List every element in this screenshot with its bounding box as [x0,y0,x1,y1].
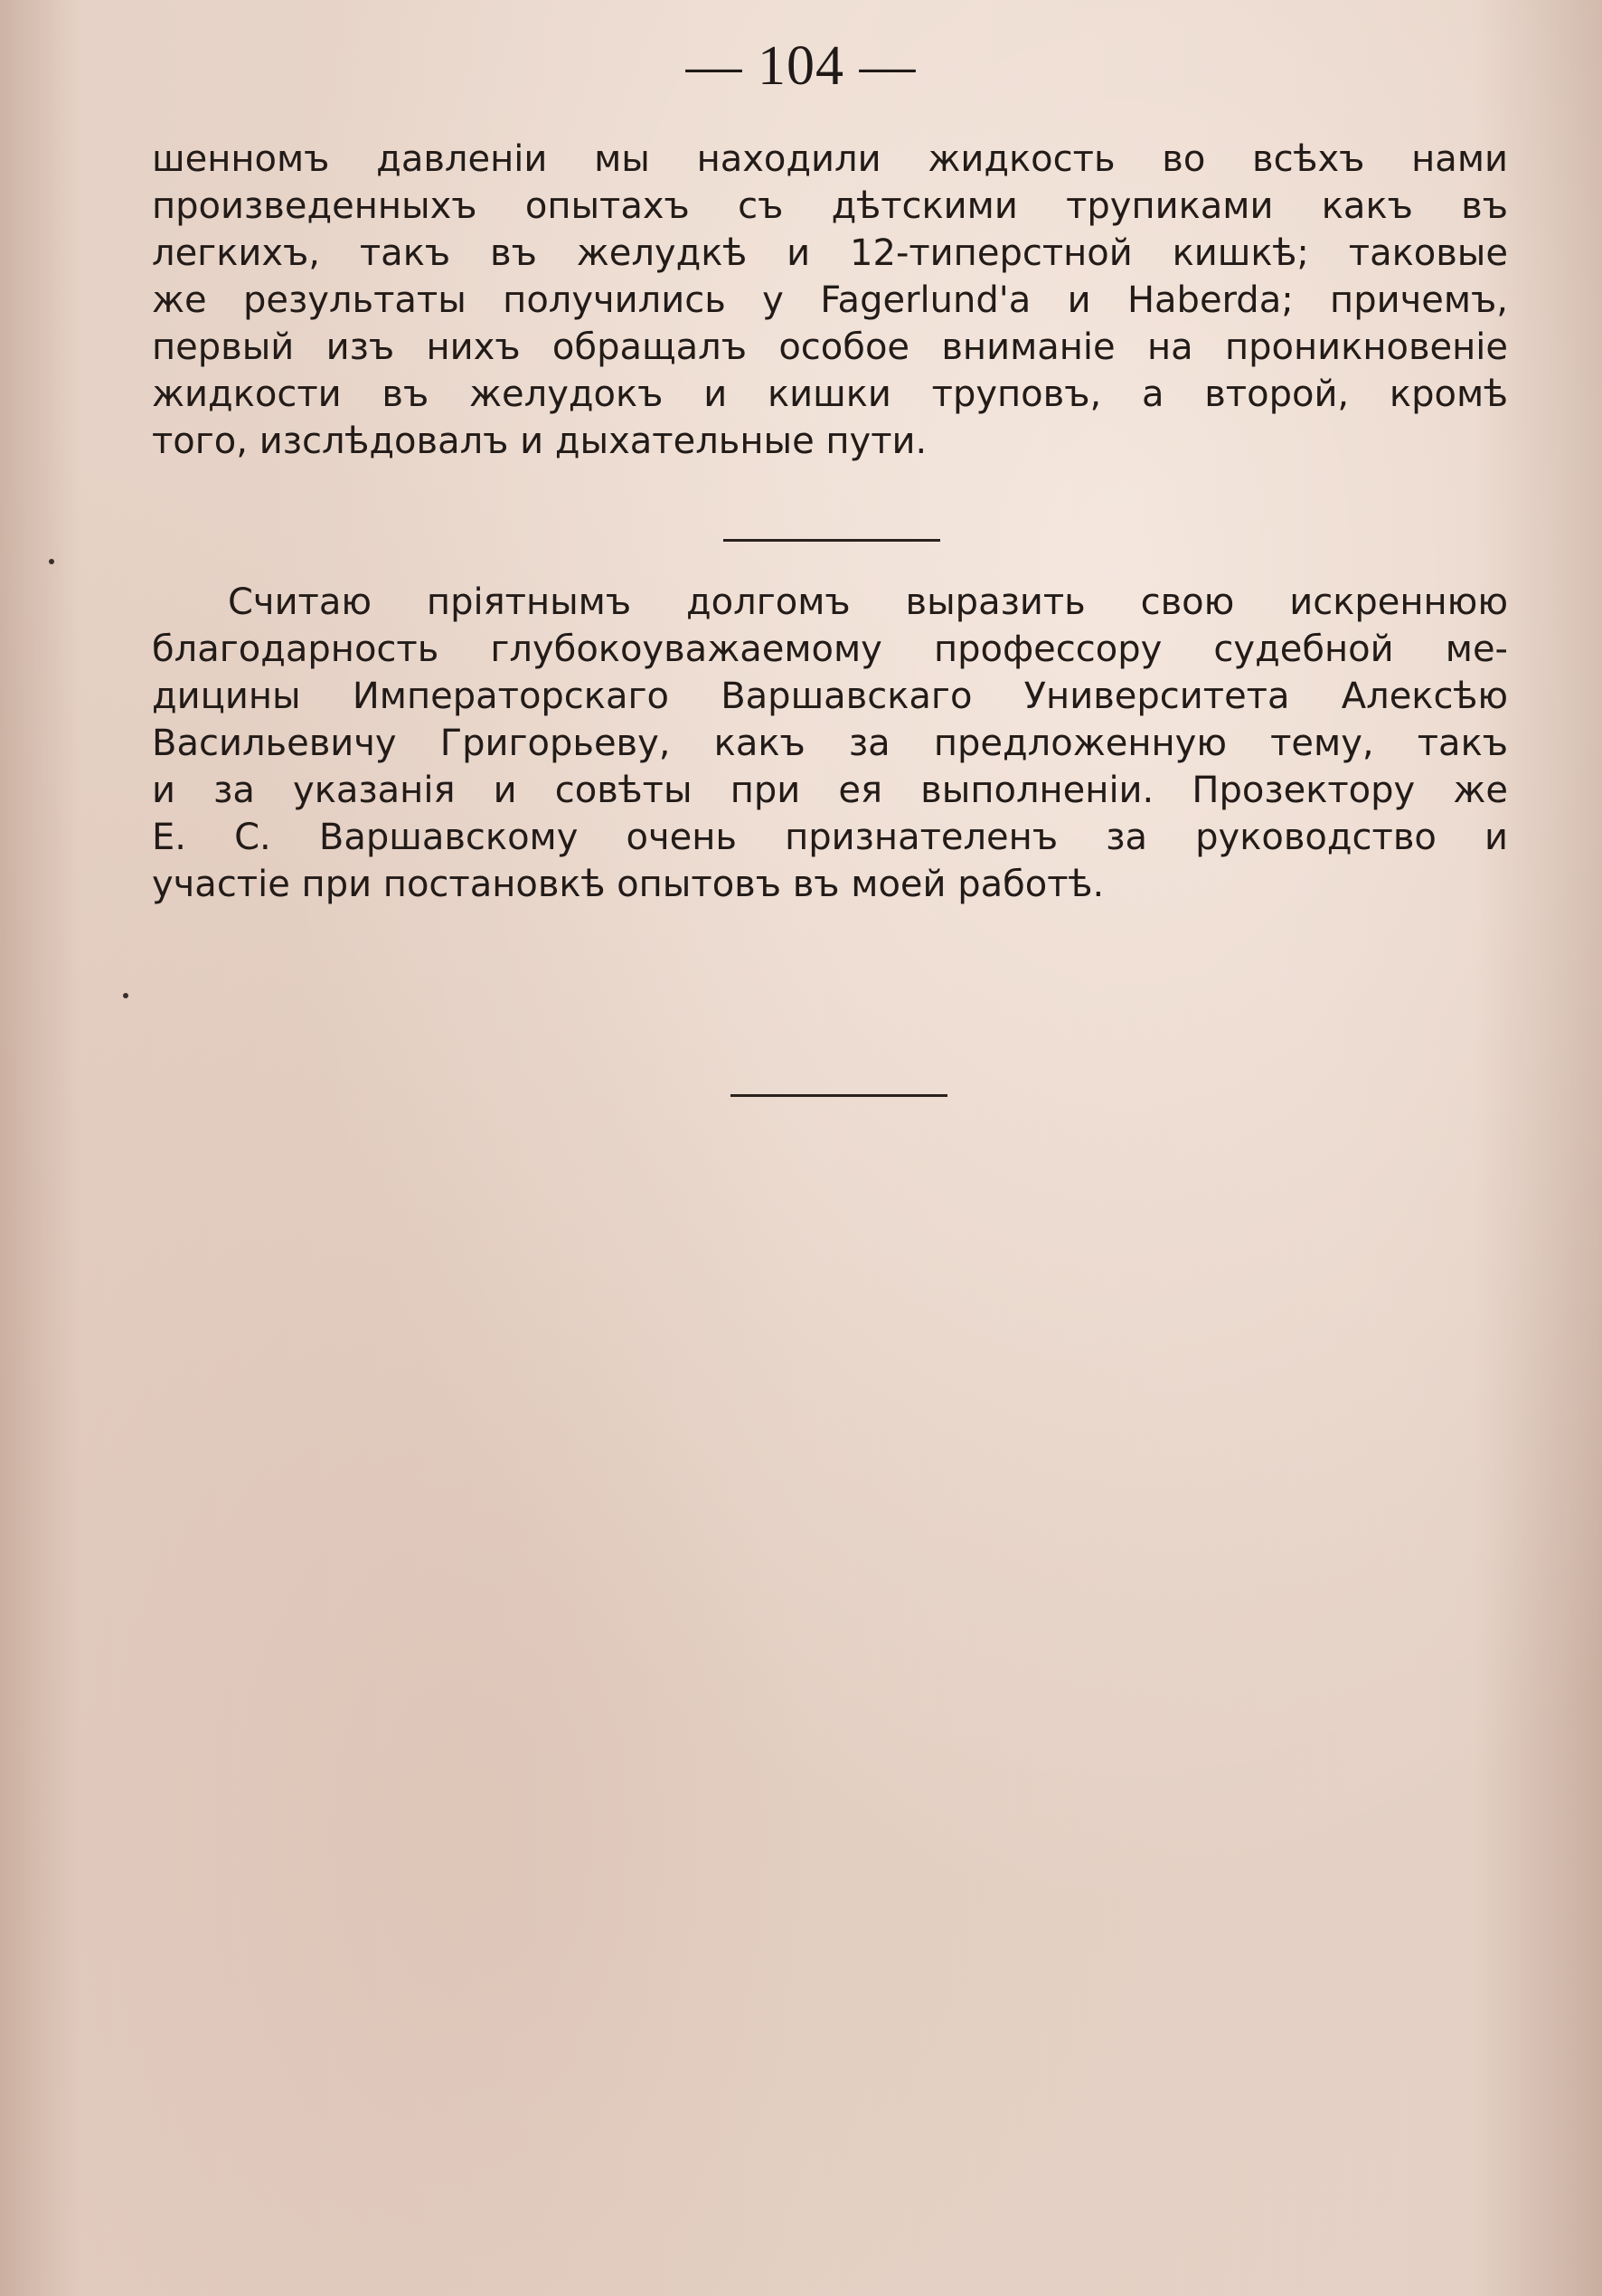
text-line: жидкости въ желудокъ и кишки труповъ, а второй, кромѣ [152,373,1508,415]
text-line: Считаю пріятнымъ долгомъ выразить свою искреннюю [228,581,1508,623]
text-line: благодарность глубокоуважаемому профессору судебной ме- [152,628,1508,670]
end-divider [730,1094,947,1097]
text-line: Е. С. Варшавскому очень признателенъ за руководство и [152,817,1508,858]
text-line: же результаты получились у Fagerlund'a и Haberda; причемъ, [152,279,1508,321]
text-line: участіе при постановкѣ опытовъ въ моей работѣ. [152,864,1105,905]
text-line: и за указанія и совѣты при ея выполненіи. Прозектору же [152,770,1508,811]
text-line: Васильевичу Григорьеву, какъ за предложенную тему, такъ [152,723,1508,764]
text-line: дицины Императорскаго Варшавскаго Университета Алексѣю [152,676,1508,717]
section-divider [723,539,940,542]
text-line: первый изъ нихъ обращалъ особое вниманіе на проникновеніе [152,326,1508,368]
page-number: — 104 — [685,35,917,97]
text-line: произведенныхъ опытахъ съ дѣтскими трупиками какъ въ [152,185,1508,227]
text-line: шенномъ давленіи мы находили жидкость во всѣхъ нами [152,138,1508,180]
paragraph-acknowledgement [152,579,1508,908]
paper-speck [49,559,54,564]
paper-speck [123,993,128,998]
text-line: легкихъ, такъ въ желудкѣ и 12-типерстной кишкѣ; таковые [152,232,1508,274]
text-line: того, изслѣдовалъ и дыхательные пути. [152,420,928,462]
paragraph-continuation [152,136,1508,465]
